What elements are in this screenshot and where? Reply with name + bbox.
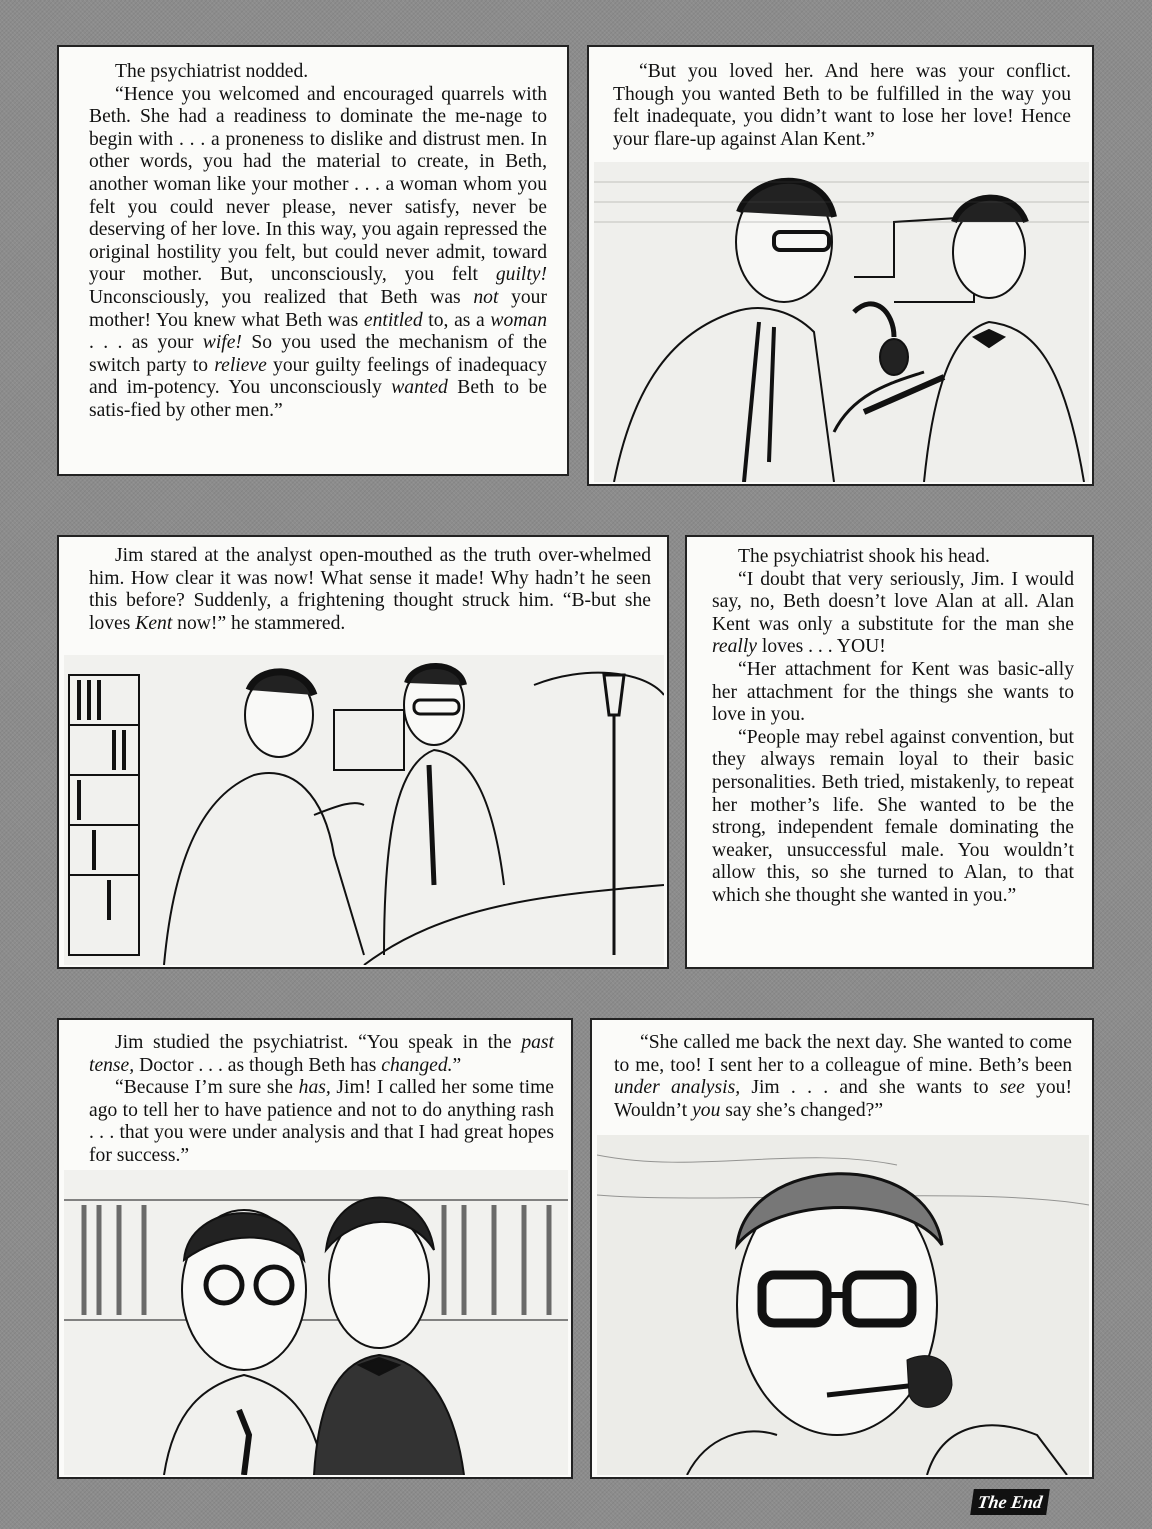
caption-text: “I doubt that very seriously, Jim. I would say, no, Beth doesn’t love Alan at all. Alan Kent was only a substitute for the man she xyxy=(712,568,1074,635)
caption-paragraph xyxy=(613,61,1071,151)
caption-text: Jim . . . and she wants to xyxy=(740,1077,1000,1099)
caption-paragraph xyxy=(712,546,1074,569)
caption-text: The psychiatrist nodded. xyxy=(115,61,309,82)
the-end-label: The End xyxy=(970,1489,1050,1515)
caption-text: The psychiatrist shook his head. xyxy=(738,546,990,567)
caption-text: Beth to be satis-fied by other men.” xyxy=(89,377,547,421)
caption-text: Unconsciously, you realized that Beth was xyxy=(89,286,474,308)
caption-text: “But you loved her. And here was your conflict. Though you wanted Beth to be fulfilled in the way you felt inadequate, you didn’t want to lose her love! Hence your flare-up against Alan Kent.” xyxy=(613,61,1071,150)
caption-text: “Hence you welcomed and encouraged quarrels with Beth. She had a readiness to dominate the me-nage to begin with . . . a proneness to dislike and distrust men. In other words, you had the material to create, in Beth, another woman like your mother . . . a woman whom you felt you could never please, never satisfy, never be deserving of her love. In this way, you again repressed the original hostility you felt, but could never admit, toward your mother. But, unconsciously, you felt xyxy=(89,83,547,286)
caption-text: “Her attachment for Kent was basic-ally her attachment for the things she wants to love in you. xyxy=(712,658,1074,726)
panel-2-caption xyxy=(613,61,1071,151)
emphasized-text: Kent xyxy=(135,612,173,634)
caption-paragraph xyxy=(89,84,547,423)
panel-2 xyxy=(587,45,1094,486)
emphasized-text: really xyxy=(712,636,757,658)
caption-paragraph xyxy=(89,1032,554,1077)
panel-5 xyxy=(57,1018,573,1479)
caption-paragraph xyxy=(89,545,651,635)
caption-paragraph xyxy=(712,659,1074,727)
caption-text: loves . . . YOU! xyxy=(756,636,886,658)
caption-text: your guilty feelings of inadequacy and im-potency. You unconsciously xyxy=(89,354,547,399)
panel-3 xyxy=(57,535,669,969)
caption-text: now!” he stammered. xyxy=(172,612,346,634)
caption-paragraph xyxy=(89,1077,554,1167)
caption-paragraph xyxy=(89,61,547,84)
illustration-jim-and-doctor-closeup xyxy=(64,1170,568,1475)
caption-text: “She called me back the next day. She wanted to come to me, too! I sent her to a colleague of mine. Beth’s been xyxy=(614,1032,1072,1076)
caption-text: your mother! You knew what Beth was xyxy=(89,286,547,331)
panel-1 xyxy=(57,45,569,476)
caption-text: Jim stared at the analyst open-mouthed as the truth over-whelmed him. How clear it was now! What sense it made! Why hadn’t he seen this before? Suddenly, a frightening thought struck him. “B-but she loves xyxy=(89,545,651,634)
emphasized-text: wanted xyxy=(391,377,448,399)
emphasized-text: see xyxy=(999,1077,1025,1099)
panel-4 xyxy=(685,535,1094,969)
illustration-psychiatrist-with-pipe-and-jim xyxy=(594,162,1089,482)
caption-text: Jim studied the psychiatrist. “You speak in the xyxy=(115,1032,522,1053)
caption-text: “Because I’m sure she xyxy=(115,1077,299,1099)
caption-paragraph xyxy=(712,569,1074,659)
panel-6 xyxy=(590,1018,1094,1479)
illustration-psychiatrist-smoking-pipe xyxy=(597,1135,1089,1475)
caption-text: say she’s changed?” xyxy=(720,1099,884,1121)
caption-paragraph xyxy=(614,1032,1072,1122)
emphasized-text: entitled xyxy=(363,309,423,331)
emphasized-text: changed. xyxy=(381,1054,453,1076)
emphasized-text: has, xyxy=(298,1077,331,1099)
caption-text: to, as a xyxy=(422,309,491,331)
caption-text: Doctor . . . as though Beth has xyxy=(134,1054,382,1076)
caption-paragraph xyxy=(712,727,1074,908)
emphasized-text: under analysis, xyxy=(614,1077,741,1099)
emphasized-text: wife! xyxy=(202,332,242,354)
panel-6-caption xyxy=(614,1032,1072,1122)
illustration-jim-and-analyst-in-office xyxy=(64,655,664,965)
emphasized-text: woman xyxy=(490,309,547,331)
emphasized-text: guilty! xyxy=(495,264,547,286)
caption-text: ” xyxy=(452,1054,462,1076)
caption-text: you! Wouldn’t xyxy=(614,1077,1072,1121)
panel-5-caption xyxy=(89,1032,554,1168)
emphasized-text: you xyxy=(692,1099,721,1121)
panel-3-caption xyxy=(89,545,651,635)
caption-text: “People may rebel against convention, but they always remain loyal to their basic personalities. Beth tried, mistakenly, to repeat her mother’s life. She wanted to be the strong, independent female dominating the weaker, unsuccessful male. You wouldn’t allow this, so she turned to Alan, to that which she thought she wanted in you.” xyxy=(712,726,1074,906)
caption-text: . . . as your xyxy=(89,332,203,354)
emphasized-text: past tense, xyxy=(89,1032,554,1076)
panel-1-caption xyxy=(89,61,547,423)
panel-4-caption xyxy=(712,546,1074,908)
caption-text: Jim! I called her some time ago to tell her to have patience and not to do anything rash . . . that you were under analysis and that I had great hopes for success.” xyxy=(89,1077,555,1166)
emphasized-text: not xyxy=(473,286,499,308)
caption-text: So you used the mechanism of the switch party to xyxy=(89,332,547,376)
emphasized-text: relieve xyxy=(214,354,267,376)
